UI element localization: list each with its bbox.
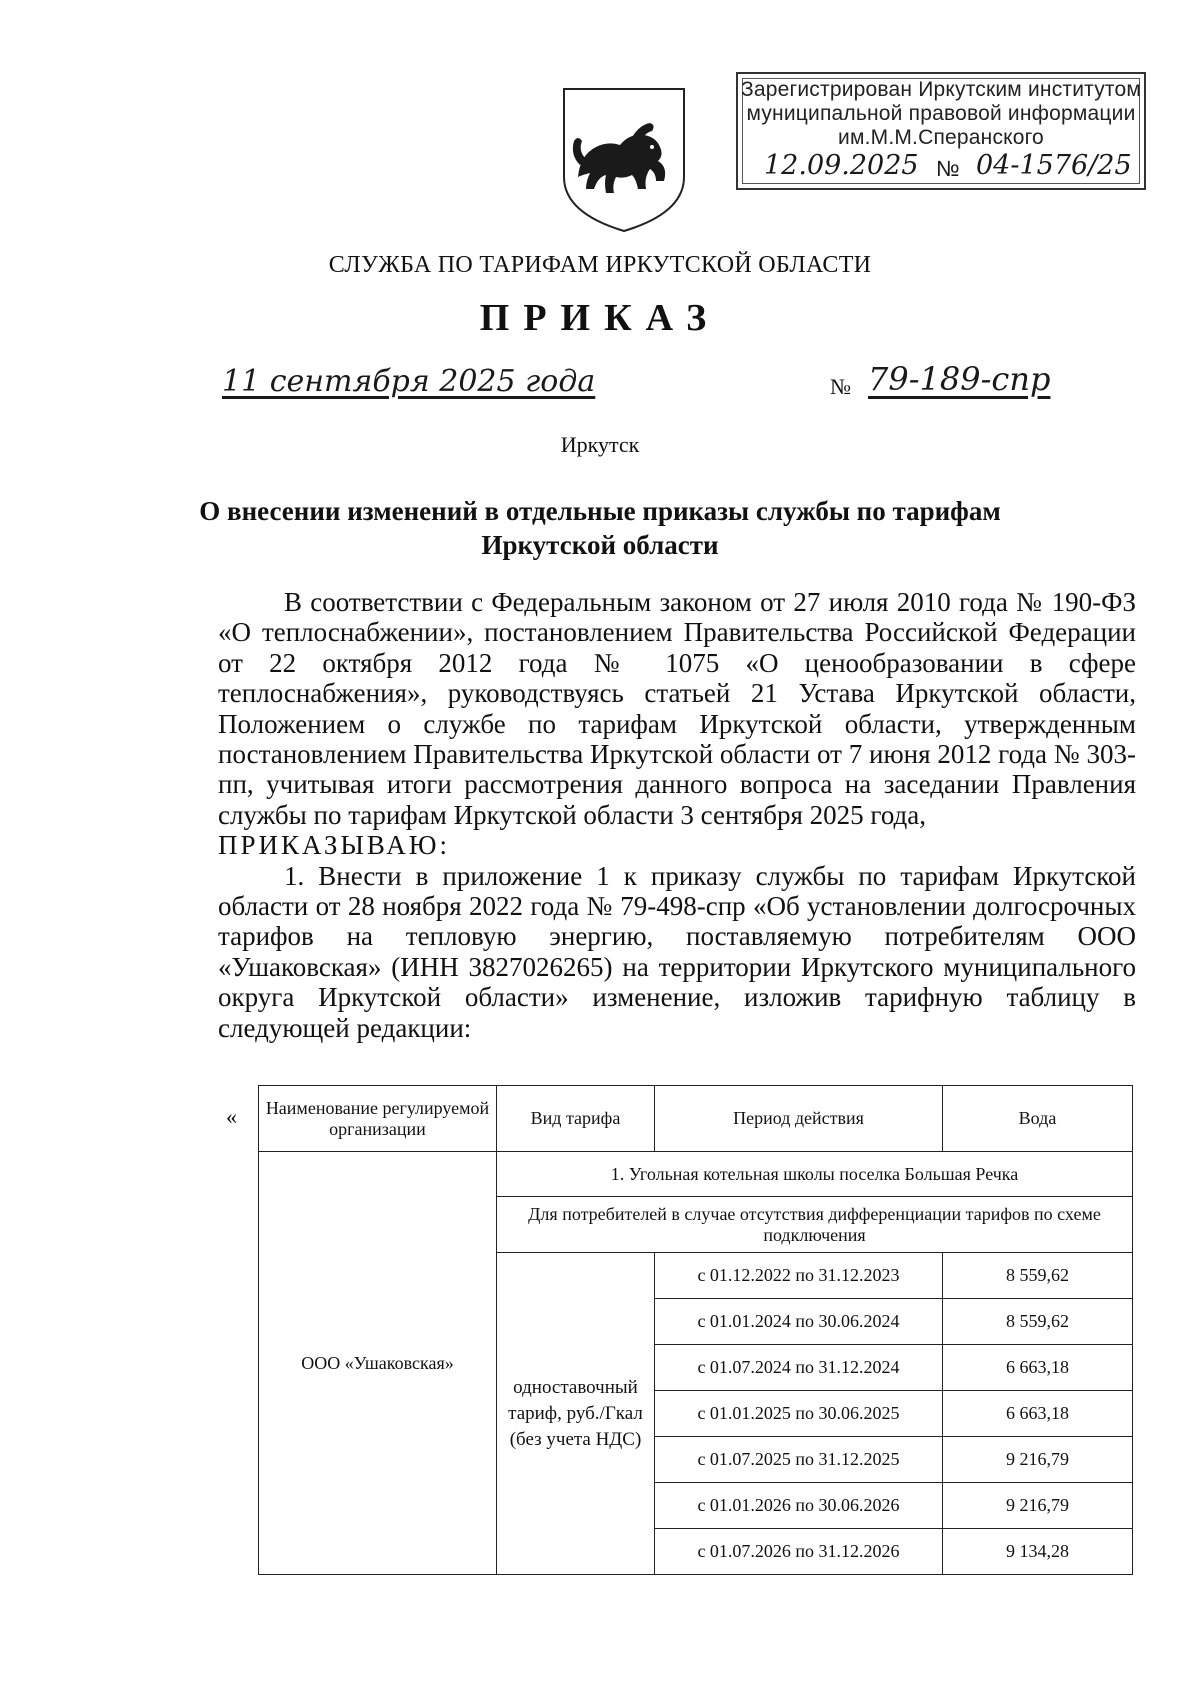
- period-cell: с 01.07.2025 по 31.12.2025: [655, 1437, 943, 1483]
- agency-name: СЛУЖБА ПО ТАРИФАМ ИРКУТСКОЙ ОБЛАСТИ: [328, 252, 872, 278]
- period-cell: с 01.07.2024 по 31.12.2024: [655, 1345, 943, 1391]
- period-cell: с 01.01.2024 по 30.06.2024: [655, 1299, 943, 1345]
- header-period: Период действия: [655, 1086, 943, 1152]
- document-body: [218, 587, 1136, 1043]
- stamp-line-1: Зарегистрирован Иркутским институтом: [740, 78, 1142, 101]
- open-quote: «: [226, 1104, 237, 1129]
- value-cell: 9 134,28: [943, 1529, 1133, 1575]
- registration-stamp: [736, 72, 1146, 190]
- period-cell: с 01.12.2022 по 31.12.2023: [655, 1253, 943, 1299]
- org-name-cell: ООО «Ушаковская»: [259, 1152, 497, 1575]
- order-date-handwritten: 11 сентября 2025 года: [222, 364, 596, 399]
- table-header-row: [259, 1086, 1133, 1152]
- section-cell: 1. Угольная котельная школы поселка Большая Речка: [497, 1152, 1133, 1197]
- stamp-date-handwritten: 12.09.2025: [764, 150, 919, 181]
- document-title-line-1: О внесении изменений в отдельные приказы службы по тарифам: [199, 496, 1001, 526]
- stamp-line-3: им.М.М.Сперанского: [838, 126, 1044, 149]
- value-cell: 9 216,79: [943, 1437, 1133, 1483]
- document-title-line-2: Иркутской области: [481, 530, 719, 560]
- order-word: ПРИКАЗЫВАЮ:: [218, 830, 450, 861]
- preamble-paragraph: В соответствии с Федеральным законом от 27 июля 2010 года № 190-ФЗ «О теплоснабжении», постановлением Правительства Российской Федерации от 22 октября 2012 года № 1075 «О ценообразовании в сфере теплоснабжения», руководствуясь статьей 21 Устава Иркутской области, Положением о службе по тарифам Иркутской области, утвержденным постановлением Правительства Иркутской области от 7 июня 2012 года № 303-пп, учитывая итоги рассмотрения данного вопроса на заседании Правления службы по тарифам Иркутской области 3 сентября 2025 года,: [218, 587, 1136, 830]
- section-row: [259, 1152, 1133, 1197]
- value-cell: 8 559,62: [943, 1299, 1133, 1345]
- header-type: Вид тарифа: [497, 1086, 655, 1152]
- value-cell: 8 559,62: [943, 1253, 1133, 1299]
- order-number-label: №: [830, 374, 851, 399]
- coat-of-arms-icon: [560, 85, 688, 235]
- value-cell: 6 663,18: [943, 1345, 1133, 1391]
- value-cell: 6 663,18: [943, 1391, 1133, 1437]
- stamp-number-handwritten: 04-1576/25: [976, 150, 1132, 181]
- header-water: Вода: [943, 1086, 1133, 1152]
- document-title: [0, 494, 1200, 562]
- stamp-number-label: №: [936, 156, 960, 181]
- item-1-paragraph: 1. Внести в приложение 1 к приказу службы по тарифам Иркутской области от 28 ноября 2022 года № 79-498-спр «Об установлении долгосрочных тарифов на тепловую энергию, поставляемую потребителям ООО «Ушаковская» (ИНН 3827026265) на территории Иркутского муниципального округа Иркутской области» изменение, изложив тарифную таблицу в следующей редакции:: [218, 860, 1136, 1043]
- period-cell: с 01.01.2025 по 30.06.2025: [655, 1391, 943, 1437]
- city: Иркутск: [560, 432, 640, 457]
- tariff-type-cell: одноставочный тариф, руб./Гкал (без учета НДС): [497, 1253, 655, 1575]
- subsection-cell: Для потребителей в случае отсутствия дифференциации тарифов по схеме подключения: [497, 1197, 1133, 1253]
- order-number-handwritten: 79-189-спр: [868, 360, 1051, 398]
- header-org: Наименование регулируемой организации: [259, 1086, 497, 1152]
- period-cell: с 01.01.2026 по 30.06.2026: [655, 1483, 943, 1529]
- tariff-table: [258, 1085, 1133, 1575]
- document-type: ПРИКАЗ: [479, 297, 721, 339]
- period-cell: с 01.07.2026 по 31.12.2026: [655, 1529, 943, 1575]
- stamp-line-2: муниципальной правовой информации: [746, 102, 1136, 125]
- value-cell: 9 216,79: [943, 1483, 1133, 1529]
